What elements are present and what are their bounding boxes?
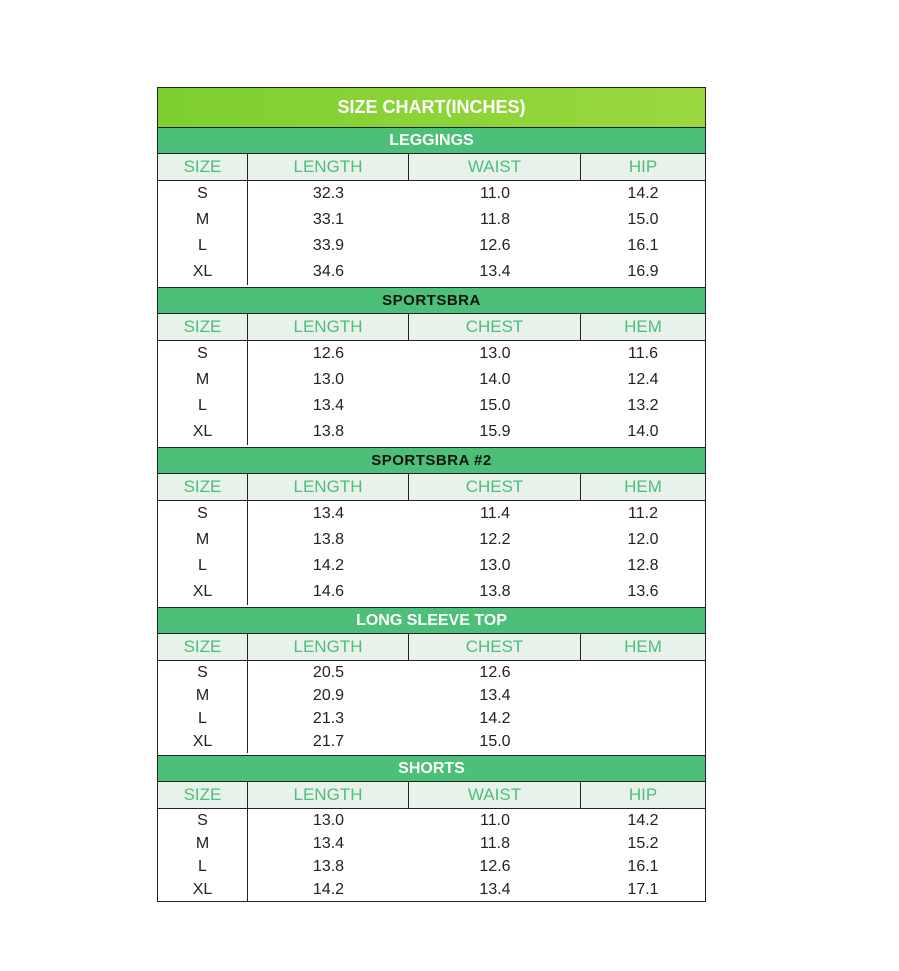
waist-cell: 13.4 — [479, 880, 511, 898]
waist-cell: 12.6 — [479, 857, 511, 875]
chart-title: SIZE CHART(INCHES) — [158, 88, 705, 128]
header-length: LENGTH — [248, 634, 409, 660]
size-cell: M — [195, 371, 210, 388]
table-row — [248, 501, 705, 527]
size-cell: L — [198, 397, 207, 414]
hem-cell — [581, 684, 705, 707]
values-column — [248, 809, 705, 901]
header-length: LENGTH — [248, 474, 409, 500]
size-cell: L — [198, 557, 207, 574]
header-length: LENGTH — [248, 154, 409, 180]
values-column — [248, 181, 705, 285]
values-column — [248, 341, 705, 445]
table-row — [248, 393, 705, 419]
chest-cell: 15.0 — [479, 397, 511, 414]
hem-cell: 11.2 — [628, 505, 658, 522]
hem-cell: 14.0 — [627, 423, 659, 440]
length-cell: 13.0 — [312, 371, 345, 388]
length-cell: 13.4 — [312, 834, 345, 852]
waist-cell: 11.0 — [480, 811, 510, 829]
header-waist: WAIST — [409, 782, 581, 808]
table-row — [248, 855, 705, 878]
header-row-leggings — [158, 154, 705, 181]
table-body-shorts — [158, 809, 705, 901]
size-column — [158, 181, 248, 285]
size-cell: XL — [192, 423, 213, 440]
section-title-long-sleeve-top: LONG SLEEVE TOP — [158, 607, 705, 634]
hem-cell — [581, 730, 705, 753]
header-hem: HEM — [624, 317, 662, 336]
size-cell: S — [197, 345, 208, 362]
table-body-long-sleeve-top — [158, 661, 705, 755]
length-cell: 21.3 — [312, 709, 345, 727]
table-row — [248, 579, 705, 605]
section-title-sportsbra: SPORTSBRA — [158, 287, 705, 314]
chest-cell: 15.9 — [479, 423, 511, 440]
hip-cell: 14.2 — [627, 811, 659, 829]
size-cell: XL — [192, 263, 213, 280]
section-title-leggings: LEGGINGS — [158, 128, 705, 154]
length-cell: 20.5 — [312, 663, 345, 681]
table-row — [248, 878, 705, 901]
header-row-long-sleeve-top — [158, 634, 705, 661]
values-column — [248, 501, 705, 605]
chest-cell: 11.4 — [480, 505, 510, 522]
size-cell: L — [198, 709, 207, 727]
header-hem: HEM — [624, 637, 662, 656]
length-cell: 34.6 — [312, 263, 345, 280]
header-chest: CHEST — [409, 314, 581, 340]
chest-cell: 12.6 — [479, 663, 511, 681]
size-cell: L — [198, 237, 207, 254]
size-column — [158, 809, 248, 901]
chest-cell: 13.0 — [479, 557, 511, 574]
header-chest: CHEST — [409, 634, 581, 660]
length-cell: 13.8 — [312, 857, 345, 875]
size-cell: M — [195, 686, 210, 704]
header-hem: HEM — [624, 477, 662, 496]
hem-cell: 11.6 — [628, 345, 658, 362]
size-cell: S — [197, 185, 208, 202]
length-cell: 14.6 — [312, 583, 345, 600]
waist-cell: 11.8 — [480, 834, 510, 852]
size-cell: XL — [192, 583, 213, 600]
size-cell: M — [195, 834, 210, 852]
hem-cell: 12.8 — [627, 557, 659, 574]
hip-cell: 15.0 — [627, 211, 659, 228]
table-row — [248, 809, 705, 832]
table-body-sportsbra-2 — [158, 501, 705, 607]
hip-cell: 16.1 — [627, 237, 659, 254]
hip-cell: 16.9 — [627, 263, 659, 280]
chest-cell: 14.2 — [479, 709, 511, 727]
length-cell: 13.8 — [312, 423, 345, 440]
table-row — [248, 684, 705, 707]
waist-cell: 13.4 — [479, 263, 511, 280]
size-chart — [157, 87, 706, 902]
size-cell: S — [197, 663, 208, 681]
length-cell: 12.6 — [312, 345, 345, 362]
header-length: LENGTH — [248, 314, 409, 340]
section-title-shorts: SHORTS — [158, 755, 705, 782]
chest-cell: 13.0 — [479, 345, 511, 362]
length-cell: 21.7 — [312, 732, 345, 750]
header-length: LENGTH — [248, 782, 409, 808]
table-row — [248, 341, 705, 367]
header-size: SIZE — [158, 634, 248, 660]
hip-cell: 14.2 — [627, 185, 659, 202]
length-cell: 32.3 — [312, 185, 345, 202]
table-row — [248, 707, 705, 730]
size-cell: M — [195, 531, 210, 548]
hip-cell: 16.1 — [627, 857, 659, 875]
header-chest: CHEST — [409, 474, 581, 500]
table-row — [248, 233, 705, 259]
section-title-sportsbra-2: SPORTSBRA #2 — [158, 447, 705, 474]
table-row — [248, 661, 705, 684]
waist-cell: 12.6 — [479, 237, 511, 254]
hem-cell: 12.4 — [627, 371, 659, 388]
hem-cell: 13.6 — [627, 583, 659, 600]
values-column — [248, 661, 705, 753]
table-row — [248, 419, 705, 445]
table-row — [248, 832, 705, 855]
size-column — [158, 661, 248, 753]
length-cell: 14.2 — [312, 557, 345, 574]
size-cell: XL — [192, 880, 213, 898]
header-row-shorts — [158, 782, 705, 809]
hem-cell: 12.0 — [627, 531, 659, 548]
table-body-leggings — [158, 181, 705, 287]
size-cell: S — [197, 811, 208, 829]
table-row — [248, 259, 705, 285]
size-cell: S — [197, 505, 208, 522]
table-row — [248, 181, 705, 207]
length-cell: 13.0 — [312, 811, 345, 829]
hem-cell — [581, 661, 705, 684]
table-body-sportsbra — [158, 341, 705, 447]
size-column — [158, 501, 248, 605]
waist-cell: 11.8 — [480, 211, 510, 228]
chest-cell: 14.0 — [479, 371, 511, 388]
chest-cell: 13.4 — [479, 686, 511, 704]
chest-cell: 15.0 — [479, 732, 511, 750]
header-row-sportsbra — [158, 314, 705, 341]
size-cell: L — [198, 857, 207, 875]
hem-cell: 13.2 — [627, 397, 659, 414]
header-waist: WAIST — [409, 154, 581, 180]
chest-cell: 12.2 — [479, 531, 511, 548]
length-cell: 13.4 — [312, 397, 345, 414]
size-cell: XL — [192, 732, 213, 750]
table-row — [248, 207, 705, 233]
hem-cell — [581, 707, 705, 730]
header-hip: HIP — [628, 157, 658, 176]
length-cell: 13.8 — [312, 531, 345, 548]
length-cell: 13.4 — [312, 505, 345, 522]
header-hip: HIP — [628, 785, 658, 804]
header-row-sportsbra-2 — [158, 474, 705, 501]
table-row — [248, 730, 705, 753]
length-cell: 33.1 — [312, 211, 345, 228]
header-size: SIZE — [158, 154, 248, 180]
table-row — [248, 527, 705, 553]
length-cell: 20.9 — [312, 686, 345, 704]
size-cell: M — [195, 211, 210, 228]
hip-cell: 15.2 — [627, 834, 659, 852]
length-cell: 14.2 — [312, 880, 345, 898]
waist-cell: 11.0 — [480, 185, 510, 202]
header-size: SIZE — [158, 474, 248, 500]
chest-cell: 13.8 — [479, 583, 511, 600]
header-size: SIZE — [158, 314, 248, 340]
table-row — [248, 553, 705, 579]
size-column — [158, 341, 248, 445]
length-cell: 33.9 — [312, 237, 345, 254]
table-row — [248, 367, 705, 393]
hip-cell: 17.1 — [627, 880, 659, 898]
header-size: SIZE — [158, 782, 248, 808]
